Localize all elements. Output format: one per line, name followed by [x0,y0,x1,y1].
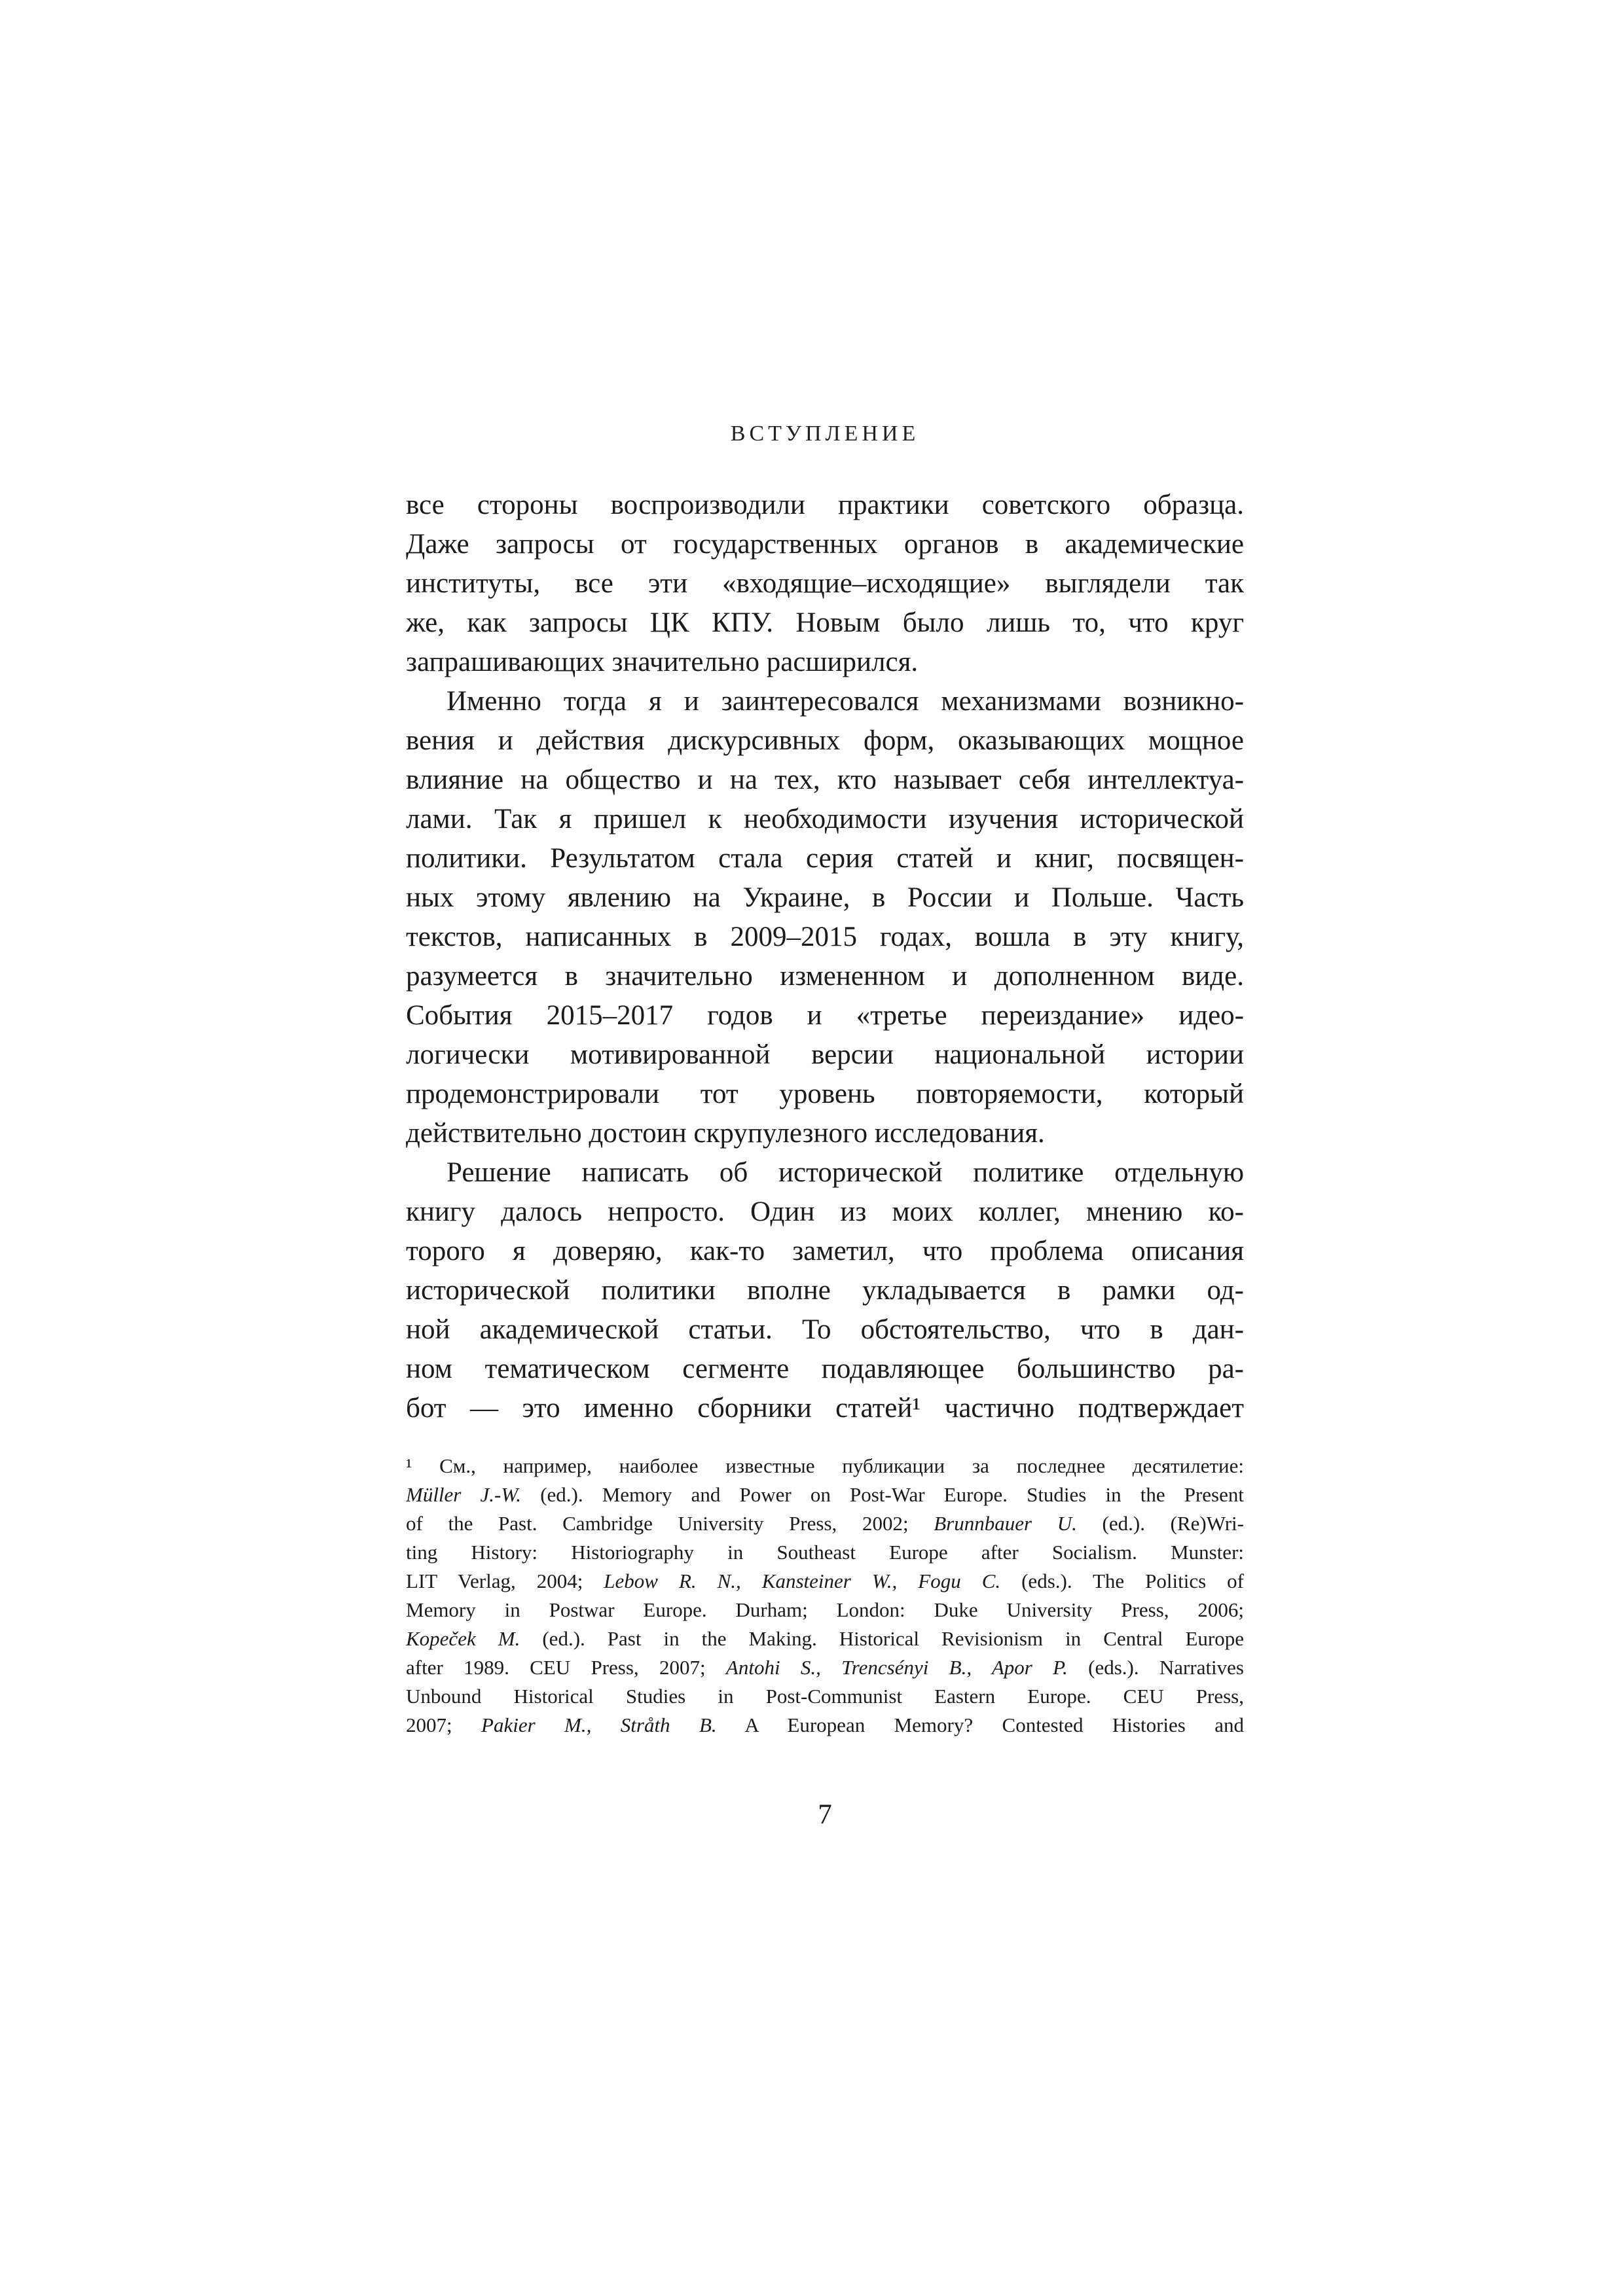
body-line: События 2015–2017 годов и «третье переиздание» идео- [406,1000,1244,1031]
body-line: разумеется в значительно измененном и дополненном виде. [406,961,1244,992]
body-line: Решение написать об исторической политике отдельную [447,1157,1244,1188]
body-line: действительно достоин скрупулезного исследования. [406,1118,1045,1149]
body-line: ной академической статьи. То обстоятельство, что в дан- [406,1314,1244,1345]
body-line: институты, все эти «входящие–исходящие» выглядели так [406,568,1244,599]
footnote-line: Kopeček M. (ed.). Past in the Making. Historical Revisionism in Central Europe [406,1627,1244,1650]
body-line: торого я доверяю, как-то заметил, что проблема описания [406,1236,1244,1266]
body-line: исторической политики вполне укладывается в рамки од- [406,1275,1244,1306]
footnote-line: Memory in Postwar Europe. Durham; London: Duke University Press, 2006; [406,1598,1244,1621]
body-line: лами. Так я пришел к необходимости изучения исторической [406,804,1244,834]
body-line: все стороны воспроизводили практики советского образца. [406,490,1244,520]
body-line: вения и действия дискурсивных форм, оказывающих мощное [406,725,1244,756]
body-line: влияние на общество и на тех, кто называет себя интеллектуа- [406,764,1244,795]
body-line: ных этому явлению на Украине, в России и Польше. Часть [406,882,1244,913]
footnote-line: Unbound Historical Studies in Post-Communist Eastern Europe. CEU Press, [406,1685,1244,1708]
footnote-line: after 1989. CEU Press, 2007; Antohi S., Trencsényi B., Apor P. (eds.). Narratives [406,1656,1244,1679]
body-line: же, как запросы ЦК КПУ. Новым было лишь то, что круг [406,607,1244,638]
body-line: Даже запросы от государственных органов в академические [406,529,1244,560]
body-line: ном тематическом сегменте подавляющее большинство ра- [406,1354,1244,1384]
body-line: текстов, написанных в 2009–2015 годах, вошла в эту книгу, [406,922,1244,952]
footnote-line: Müller J.-W. (ed.). Memory and Power on Post-War Europe. Studies in the Present [406,1483,1244,1506]
page-number: 7 [818,1799,832,1830]
footnote-line: ¹ См., например, наиболее известные публикации за последнее десятилетие: [406,1454,1244,1477]
footnote [406,1452,1244,1740]
body-line: бот — это именно сборники статей¹ частично подтверждает [406,1393,1244,1424]
footnote-line: of the Past. Cambridge University Press, 2002; Brunnbauer U. (ed.). (Re)Wri- [406,1512,1244,1535]
body-line: запрашивающих значительно расширился. [406,647,919,677]
body-line: книгу далось непросто. Один из моих коллег, мнению ко- [406,1196,1244,1227]
body-text [406,486,1244,1428]
chapter-heading: ВСТУПЛЕНИЕ [730,422,920,446]
body-line: Именно тогда я и заинтересовался механизмами возникно- [447,686,1244,717]
footnote-line: LIT Verlag, 2004; Lebow R. N., Kansteiner W., Fogu C. (eds.). The Politics of [406,1570,1244,1592]
body-line: политики. Результатом стала серия статей и книг, посвящен- [406,843,1244,874]
body-line: логически мотивированной версии национальной истории [406,1039,1244,1070]
footnote-line: 2007; Pakier M., Stråth B. A European Memory? Contested Histories and [406,1713,1244,1736]
body-line: продемонстрировали тот уровень повторяемости, который [406,1079,1244,1109]
footnote-line: ting History: Historiography in Southeast Europe after Socialism. Munster: [406,1541,1244,1564]
